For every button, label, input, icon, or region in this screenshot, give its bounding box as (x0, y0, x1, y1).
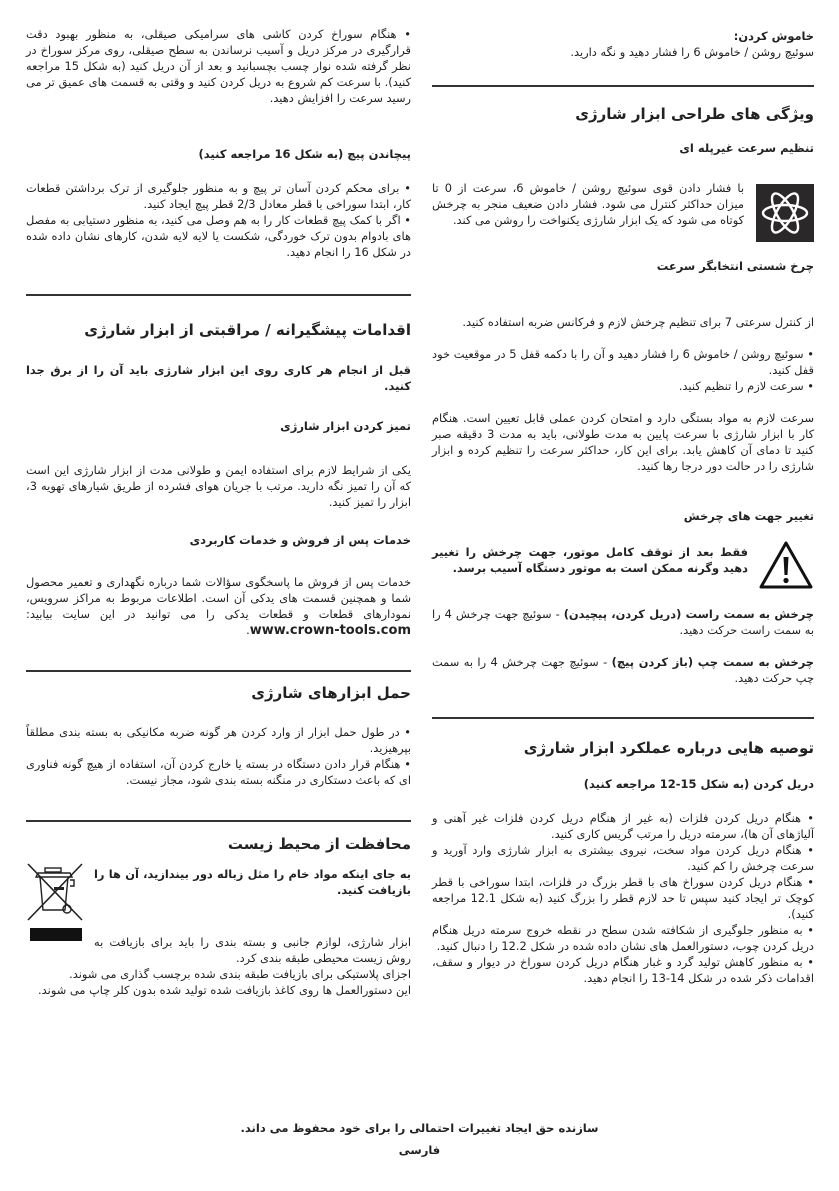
website-link[interactable]: www.crown-tools.com (249, 623, 411, 638)
environment-title: محافظت از محیط زیست (227, 835, 411, 853)
speed-wheel-intro: از کنترل سرعتی 7 برای تنظیم چرخش لازم و فرکانس ضربه استفاده کنید. (462, 315, 814, 329)
list-item: • هنگام دریل کردن مواد سخت، نیروی بیشتری به ابزار شارژی وارد آورید و سرعت چرخش را کم کنید. (432, 843, 814, 873)
tile-drilling-bullet: • هنگام سوراخ کردن کاشی های سرامیکی صیقلی، به منظور بهبود دقت قرارگیری در مرکز دریل و آسیب نرساندن به سطح صیقلی، روی مرکز سوراخ در نظر گرفته شده نوار چسب بچسبانید و بعد از آن دریل کنید (به شکل 15 مراجعه کنید). با سرعت کم شروع به دریل کردن کنید و وقتی به قسمت های عمیق تر می رسید سرعت را افزایش دهید. (26, 27, 411, 105)
transport-bullets (26, 724, 411, 788)
turn-off-text: سوئیچ روشن / خاموش 6 را فشار دهید و نگه دارید. (570, 45, 814, 59)
screwing-bullets (26, 180, 411, 260)
section-divider (432, 717, 814, 719)
section-divider (432, 85, 814, 87)
language-label: فارسی (398, 1143, 441, 1157)
cleaning-text: یکی از شرایط لازم برای استفاده ایمن و طولانی مدت از ابزار شارژی این است که آن را تمیز نگه دارید. مرتب با جریان هوای فشرده از طریق شیارهای تهویه 3، ابزار را تمیز کنید. (26, 463, 411, 509)
turn-off-title: خاموش کردن: (733, 29, 814, 43)
right-column (432, 0, 814, 1191)
stepless-speed-title: تنظیم سرعت غیرپله ای (679, 141, 814, 155)
list-item: • سرعت لازم را تنظیم کنید. (678, 379, 814, 393)
section-divider (26, 294, 411, 296)
clockwise-label: چرخش به سمت راست (دریل کردن، پیچیدن) (563, 607, 815, 621)
operation-tips-title: توصیه هایی درباره عملکرد ابزار شارژی (523, 739, 814, 757)
list-item: • در طول حمل ابزار از وارد کردن هر گونه ضربه مکانیکی به بسته بندی مطلقاً بپرهیزید. (26, 725, 411, 755)
section-divider (26, 820, 411, 822)
screwing-title: پیچاندن پیچ (به شکل 16 مراجعه کنید) (198, 147, 411, 161)
counterclockwise-text: - سوئیچ جهت چرخش 4 را به سمت چپ حرکت دهید. (432, 655, 814, 685)
list-item: • به منظور جلوگیری از شکافته شدن سطح در نقطه خروج سرمته دریل هنگام دریل کردن چوب، دستورالعمل های نشان داده شده در شکل 12.2 را دنبال کنید. (432, 923, 814, 953)
design-features-section (432, 104, 814, 124)
environment-text-1: ابزار شارژی، لوازم جانبی و بسته بندی را باید برای بازیافت به روش زیست محیطی طبقه بندی کرد. (94, 935, 411, 965)
manufacturer-notice: سازنده حق ایجاد تغییرات احتمالی را برای خود محفوظ می داند. (240, 1121, 599, 1135)
turn-off-section (432, 28, 814, 60)
environment-text-2: اجزای پلاستیکی برای بازیافت طبقه بندی شده برچسب گذاری می شوند. (69, 967, 411, 981)
list-item: • هنگام دریل کردن سوراخ های با قطر بزرگ در فلزات، ابتدا سوراخی با قطر کوچک تر ایجاد کنید سپس تا حد لازم قطر را بزرگ کنید (به شکل 12.1 مراجعه کنید). (432, 875, 814, 921)
left-column: • هنگام سوراخ کردن کاشی های سرامیکی صیقلی، به منظور بهبود دقت قرارگیری در مرکز دریل و آسیب نرساندن به سطح صیقلی، روی مرکز سوراخ در نظر گرفته شده نوار چسب بچسبانید و بعد از آن دریل کنید (به شکل 15 مراجعه کنید). با سرعت کم شروع به دریل کردن کنید و وقتی به قسمت های عمیق تر می رسید سرعت را افزایش دهید. پیچاندن پیچ (به شکل 16 مراجعه کنید) • برای محکم کردن آسان تر پیچ و به منظور جلوگیری از ترک برداشتن قطعات کار، ابتدا سوراخی با قطر معادل 2/3 قطر پیچ ایجاد کنید. • اگر با کمک پیچ قطعات کار را به هم وصل می کنید، به منظور دستیابی به مفصل های بادوام بدون ترک خوردگی، شکست یا لایه لایه شدن، کارهای نشان داده شده در شکل 16 را انجام دهید. اقدامات پیشگیرانه / مراقبتی از ابزار شارژی قبل از انجام هر کاری روی این ابزار شارژی باید آن را از برق جدا کنید. تمیز کردن ابزار شارژی یکی از شرایط لازم برای استفاده ایمن و طولانی مدت از ابزار شارژی این است که آن را تمیز نگه دارید. مرتب با جریان هوای فشرده از طریق شیارهای تهویه 3، ابزار را تمیز کنید. خدمات پس از فروش و خدمات کاربردی خدمات پس از فروش ما پاسخگوی سؤالات شما درباره نگهداری و تعمیر محصول شما و همچنین قسمت های یدکی آن است. اطلاعات مربوط به مراکز سرویس، نمودارهای قطعات و قطعات یدکی را می توانید در این سایت بیابید: www.crown-tools.com. حمل ابزارهای شارژی • در طول حمل ابزار از وارد کردن هر گونه ضربه مکانیکی به بسته بندی مطلقاً بپرهیزید. • هنگام قرار دادن دستگاه در بسته یا خارج کردن آن، استفاده از هیچ گونه فناوری ای که باعث دستکاری در منگنه بسته بندی شود، مجاز نیست. محافظت از محیط زیست به جای اینکه مواد خام را مثل زباله دور بیندازید، آن ها را بازیافت کنید. ابزار شارژی، لوازم جانبی و بسته بندی را باید برای بازیافت به روش زیست محیطی طبقه بندی کرد. اجزای پلاستیکی برای بازیافت طبقه بندی شده برچسب گذاری می شوند. این دستورالعمل ها روی کاغذ بازیافت شده تولید شده بدون کلر چاپ می شوند. (26, 27, 411, 997)
clockwise-text: - سوئیچ جهت چرخش 4 را به سمت راست حرکت دهید. (432, 607, 814, 637)
speed-wheel-bullets (432, 346, 814, 394)
speed-wheel-text: سرعت لازم به مواد بستگی دارد و امتحان کردن عملی قابل تعیین است. هنگام کار با ابزار شارژی با سرعت پایین به مدت طولانی، باید به مدت 3 دقیقه صبر کنید تا دمای آن کاهش یابد. برای این کار، حداکثر سرعت را تنظیم کرده و ابزار شارژی را در حالت دور درجا رها کنید. (432, 411, 814, 473)
maintenance-title: اقدامات پیشگیرانه / مراقبتی از ابزار شارژی (84, 321, 411, 339)
list-item: • هنگام قرار دادن دستگاه در بسته یا خارج کردن آن، استفاده از هیچ گونه فناوری ای که باعث دستکاری در منگنه بسته بندی شود، مجاز نیست. (26, 757, 411, 787)
environment-bold-text: به جای اینکه مواد خام را مثل زباله دور بیندازید، آن ها را بازیافت کنید. (94, 867, 411, 897)
warning-icon (758, 540, 814, 590)
stepless-speed-text: با فشار دادن قوی سوئیچ روشن / خاموش 6، سرعت از 0 تا میزان حداکثر کنترل می شود. فشار دادن ضعیف منجر به چرخش کوتاه می شود که یک ابزار شارژی یکنواخت را روشن می کند. (432, 181, 745, 227)
rotation-warning-text: فقط بعد از توقف کامل موتور، جهت چرخش را تغییر دهید وگرنه ممکن است به موتور دستگاه آسیب برسد. (432, 545, 748, 575)
drilling-bullets (432, 810, 814, 986)
atom-icon (756, 184, 814, 242)
footer (0, 1120, 839, 1158)
service-title: خدمات پس از فروش و خدمات کاربردی (189, 533, 411, 547)
list-item: • سوئیچ روشن / خاموش 6 را فشار دهید و آن را با دکمه قفل 5 در موقعیت خود قفل کنید. (432, 347, 814, 377)
list-item: • به منظور کاهش تولید گرد و غبار هنگام دریل کردن سوراخ در دیوار و سقف، اقدامات ذکر شده در شکل 14-13 را انجام دهید. (432, 955, 814, 985)
counterclockwise-label: چرخش به سمت چپ (باز کردن پیچ) (611, 655, 815, 669)
speed-wheel-title: چرخ شستی انتخابگر سرعت (656, 259, 814, 273)
drilling-title: دریل کردن (به شکل 15-12 مراجعه کنید) (583, 777, 814, 791)
list-item: • هنگام دریل کردن فلزات (به غیر از هنگام دریل کردن فلزات غیر آهنی و آلیاژهای آن ها)، سرمته دریل را مرتب گریس کاری کنید. (432, 811, 814, 841)
list-item: • اگر با کمک پیچ قطعات کار را به هم وصل می کنید، به منظور دستیابی به مفصل های بادوام بدون ترک خوردگی، شکست یا لایه لایه شدن، کارهای نشان داده شده در شکل 16 را انجام دهید. (26, 213, 411, 259)
design-features-title: ویژگی های طراحی ابزار شارژی (575, 105, 814, 123)
list-item: • برای محکم کردن آسان تر پیچ و به منظور جلوگیری از ترک برداشتن قطعات کار، ابتدا سوراخی با قطر معادل 2/3 قطر پیچ ایجاد کنید. (26, 181, 411, 211)
service-text: خدمات پس از فروش ما پاسخگوی سؤالات شما درباره نگهداری و تعمیر محصول شما و همچنین قسمت های یدکی آن است. اطلاعات مربوط به مراکز سرویس، نمودارهای قطعات و قطعات یدکی را می توانید در این سایت بیابید: (26, 575, 411, 621)
environment-text-3: این دستورالعمل ها روی کاغذ بازیافت شده تولید شده بدون کلر چاپ می شوند. (38, 983, 411, 997)
cleaning-title: تمیز کردن ابزار شارژی (280, 419, 411, 433)
maintenance-warning: قبل از انجام هر کاری روی این ابزار شارژی باید آن را از برق جدا کنید. (26, 363, 411, 393)
crossed-bin-icon (26, 862, 86, 942)
rotation-direction-title: تغییر جهت های چرخش (683, 509, 814, 523)
transport-title: حمل ابزارهای شارژی (251, 684, 411, 702)
section-divider (26, 670, 411, 672)
